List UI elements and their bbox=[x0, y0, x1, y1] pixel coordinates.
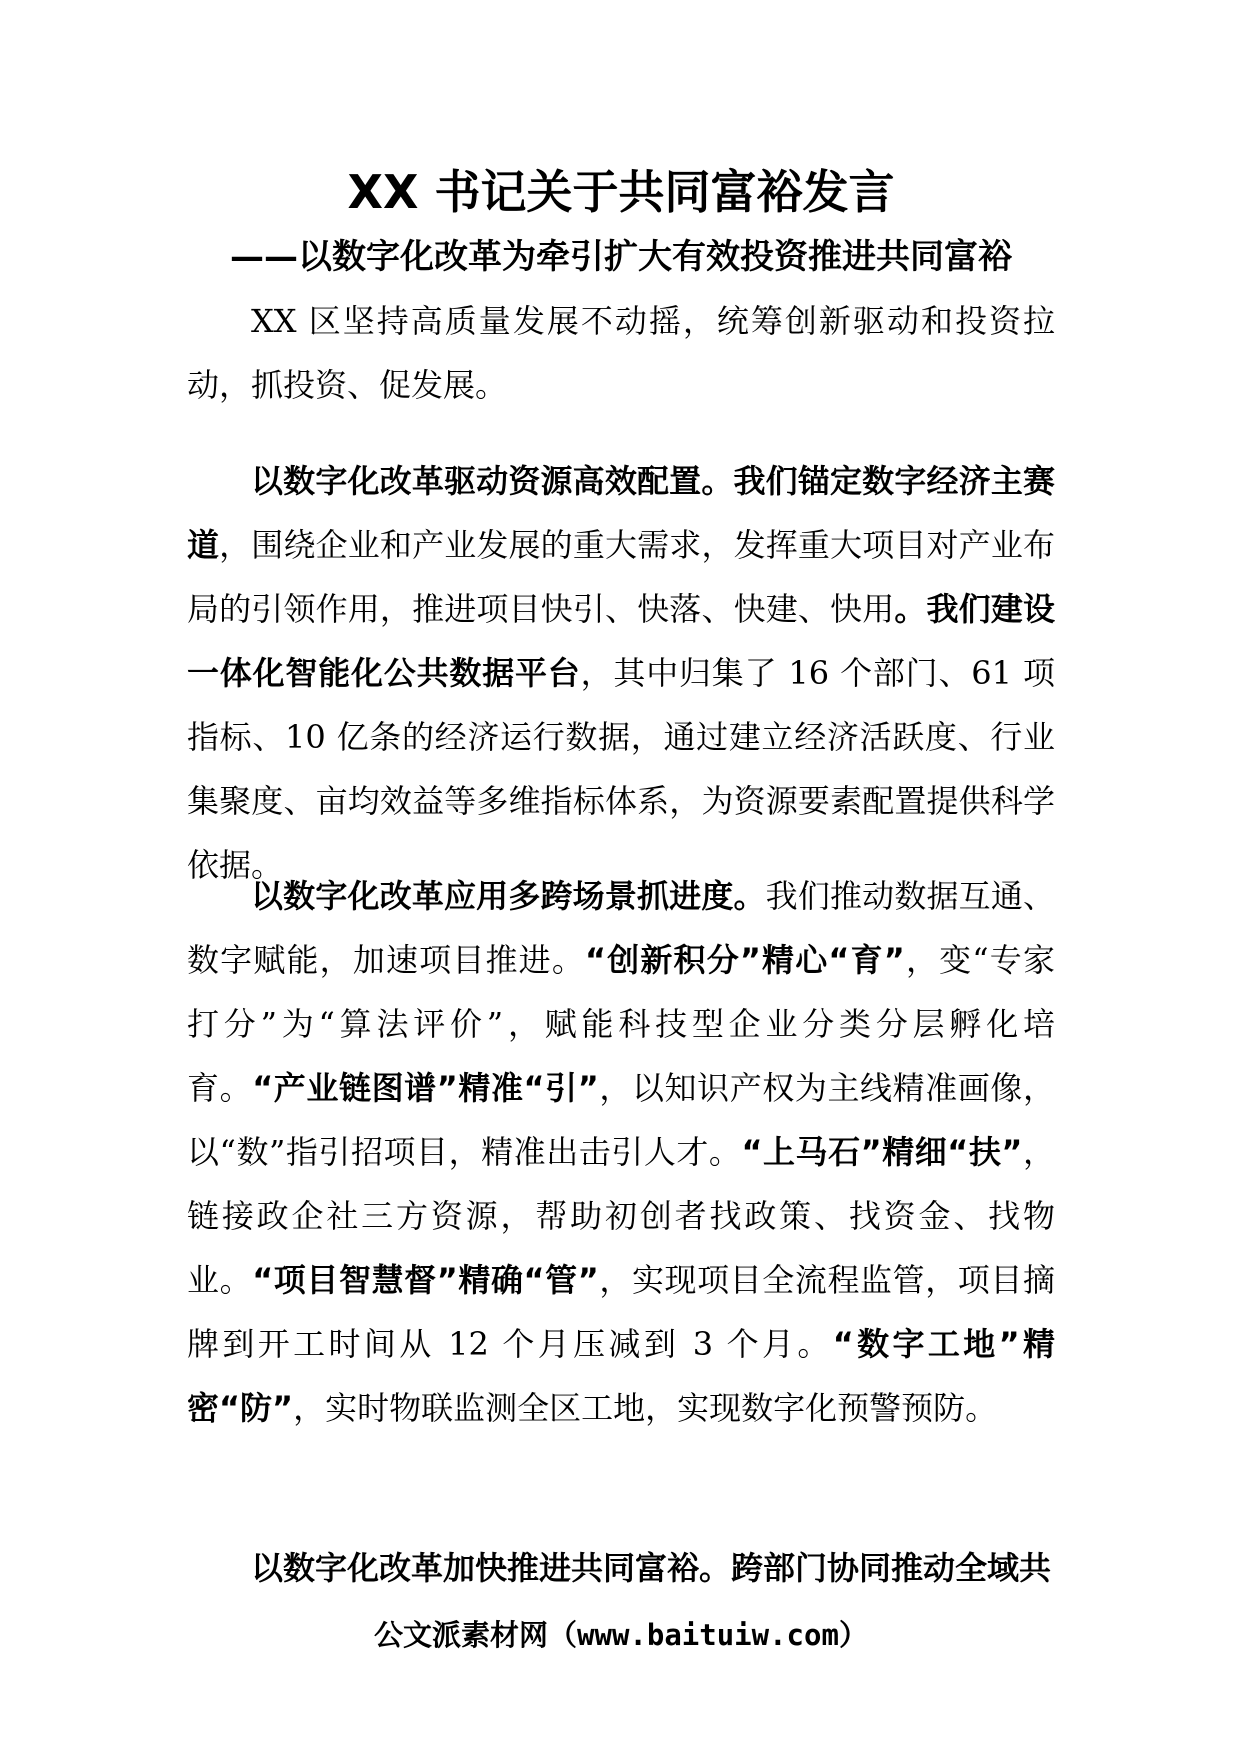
bold-heading-run: “创新积分”精心“育” bbox=[585, 941, 905, 979]
text-run: ，变“专家打分”为“算法评价”，赋能科技型企业分类分层孵化培育。 bbox=[187, 941, 1055, 1107]
text-run: ，以知识产权为主线精准画像，以“数”指引招项目，精准出击引人才。 bbox=[187, 1069, 1055, 1171]
paragraph-multi-scenario bbox=[187, 864, 1055, 1440]
bold-heading-run: 。我们建设一体化智能化公共数据平台 bbox=[187, 590, 1055, 692]
bold-heading-run: “产业链图谱”精准“引” bbox=[252, 1069, 599, 1107]
bold-heading-run: “上马石”精细“扶” bbox=[741, 1133, 1023, 1171]
paragraph-common-prosperity bbox=[187, 1536, 1055, 1600]
text-run: 我们推动数据互通、数字赋能，加速项目推进。 bbox=[187, 877, 1055, 979]
bold-heading-run: 以数字化改革应用多跨场景抓进度。 bbox=[251, 877, 766, 915]
paragraph-intro bbox=[187, 289, 1055, 417]
bold-heading-run: “项目智慧督”精确“管” bbox=[252, 1261, 599, 1299]
text-run: ，其中归集了 16 个部门、61 项指标、10 亿条的经济运行数据，通过建立经济活跃度、行业集聚度、亩均效益等多维指标体系，为资源要素配置提供科学依据。 bbox=[187, 654, 1055, 884]
paragraph-resource-allocation bbox=[187, 449, 1055, 897]
text-run: ，实时物联监测全区工地，实现数字化预警预防。 bbox=[293, 1389, 998, 1427]
text-run: XX 区坚持高质量发展不动摇，统筹创新驱动和投资拉动，抓投资、促发展。 bbox=[187, 302, 1055, 404]
bold-heading-run: “数字工地”精密“防” bbox=[187, 1325, 1055, 1427]
text-run: ，围绕企业和产业发展的重大需求，发挥重大项目对产业布局的引领作用，推进项目快引、快落、快建、快用 bbox=[187, 526, 1055, 628]
text-run: ，链接政企社三方资源，帮助初创者找政策、找资金、找物业。 bbox=[187, 1133, 1055, 1299]
document-title: XX 书记关于共同富裕发言 bbox=[347, 165, 895, 219]
bold-heading-run: 以数字化改革加快推进共同富裕。跨部门协同推动全域共 bbox=[251, 1549, 1052, 1587]
document-subtitle: ——以数字化改革为牵引扩大有效投资推进共同富裕 bbox=[230, 237, 1012, 277]
bold-heading-run: 以数字化改革驱动资源高效配置。我们锚定数字经济主赛道 bbox=[187, 462, 1055, 564]
footer-watermark: 公文派素材网（www.baituiw.com） bbox=[374, 1618, 868, 1652]
text-run: ，实现项目全流程监管，项目摘牌到开工时间从 12 个月压减到 3 个月。 bbox=[187, 1261, 1055, 1363]
